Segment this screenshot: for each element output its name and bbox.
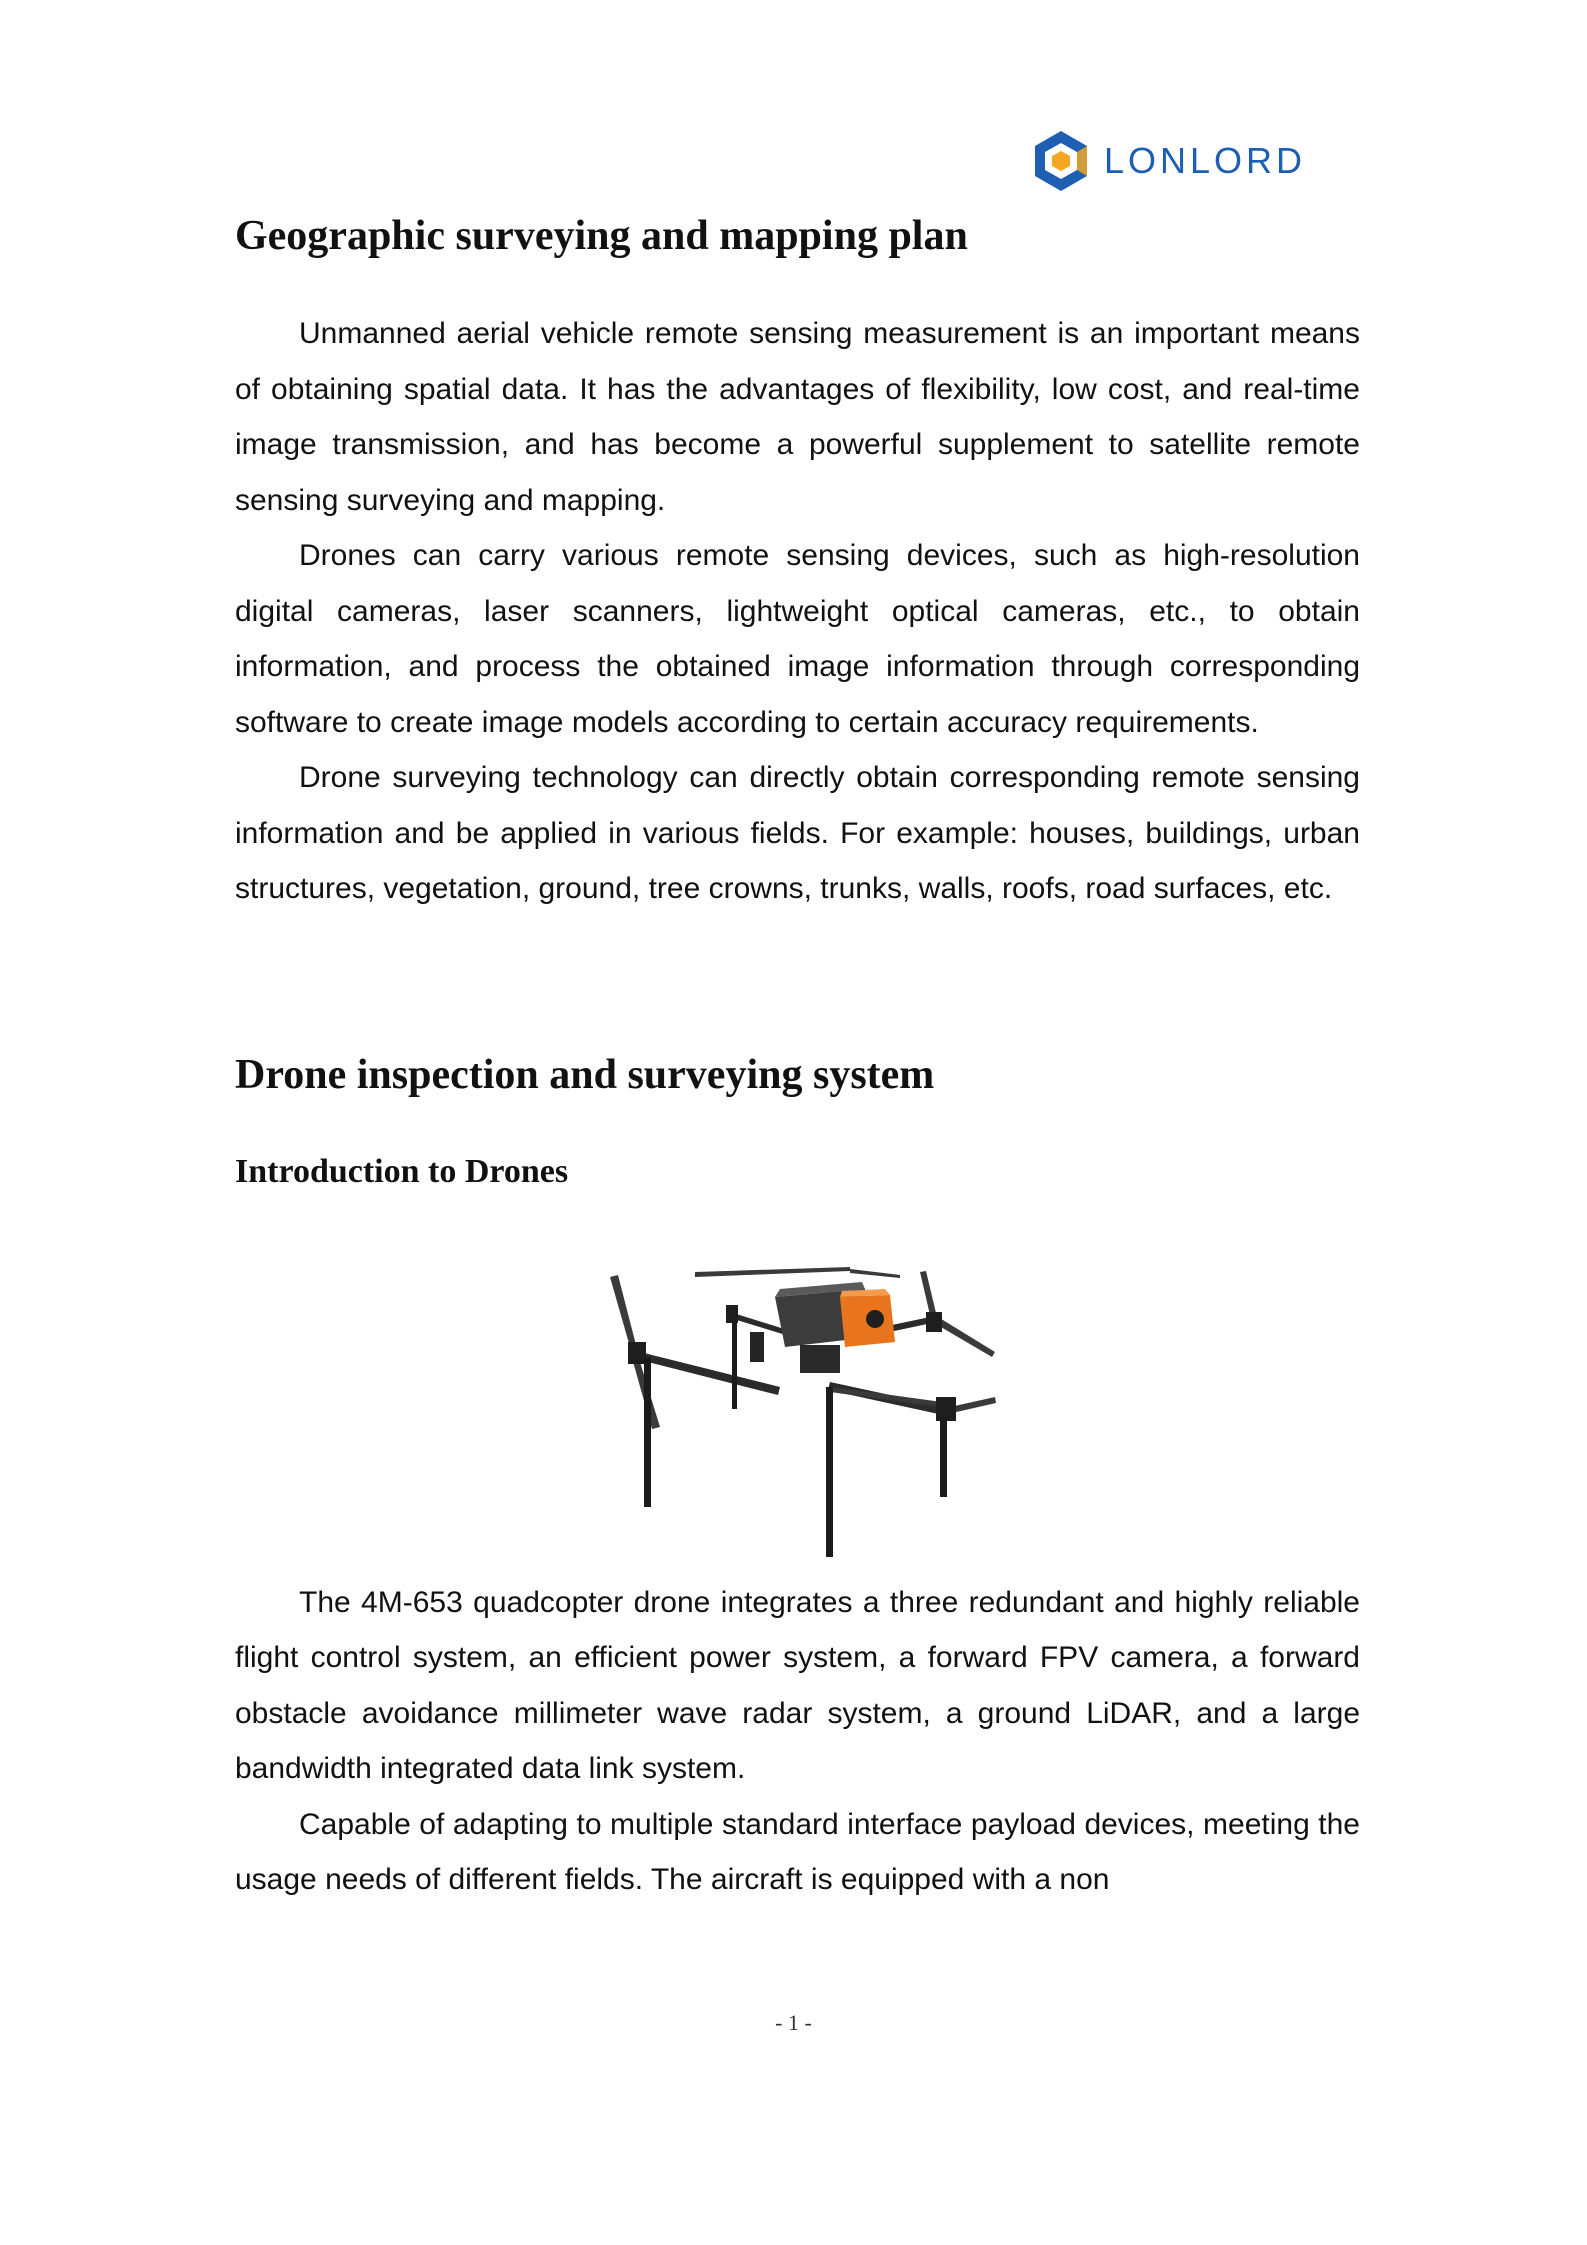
paragraph-remote-sensing-devices: Drones can carry various remote sensing devices, such as high-resolution digital cameras, laser scanners, lightweight optical cameras, etc., to obtain information, and process the obtained image information through corresponding software to create image models according to certain accuracy requirements. xyxy=(235,539,1360,739)
paragraph-surveying-applications: Drone surveying technology can directly obtain corresponding remote sensing information and be applied in various fields. For example: houses, buildings, urban structures, vegetation, ground, tree crowns, trunks, walls, roofs, road surfaces, etc. xyxy=(235,761,1360,905)
paragraph-payload-adaptation: Capable of adapting to multiple standard interface payload devices, meeting the usage needs of different fields. The aircraft is equipped with a non xyxy=(235,1807,1360,1896)
section-title-drone-inspection: Drone inspection and surveying system xyxy=(235,1051,935,1098)
paragraph-4m-653-description: The 4M-653 quadcopter drone integrates a three redundant and highly reliable flight control system, an efficient power system, a forward FPV camera, a forward obstacle avoidance millimeter wave radar system, a ground LiDAR, and a large bandwidth integrated data link system. xyxy=(235,1585,1360,1785)
logo-wordmark: LONLORD xyxy=(1104,140,1307,181)
subsection-title-introduction: Introduction to Drones xyxy=(235,1152,569,1190)
section-title-geographic-surveying: Geographic surveying and mapping plan xyxy=(235,213,968,259)
paragraph-uav-remote-sensing: Unmanned aerial vehicle remote sensing measurement is an important means of obtaining spatial data. It has the advantages of flexibility, low cost, and real-time image transmission, and has become a powerful supplement to satellite remote sensing surveying and mapping. xyxy=(235,317,1360,517)
company-logo xyxy=(1032,128,1322,194)
page-number: - 1 - xyxy=(775,2010,812,2035)
quadcopter-drone-image xyxy=(600,1257,1000,1557)
main-content xyxy=(235,200,1360,1908)
lonlord-hexagon-logo-icon xyxy=(1032,129,1090,193)
